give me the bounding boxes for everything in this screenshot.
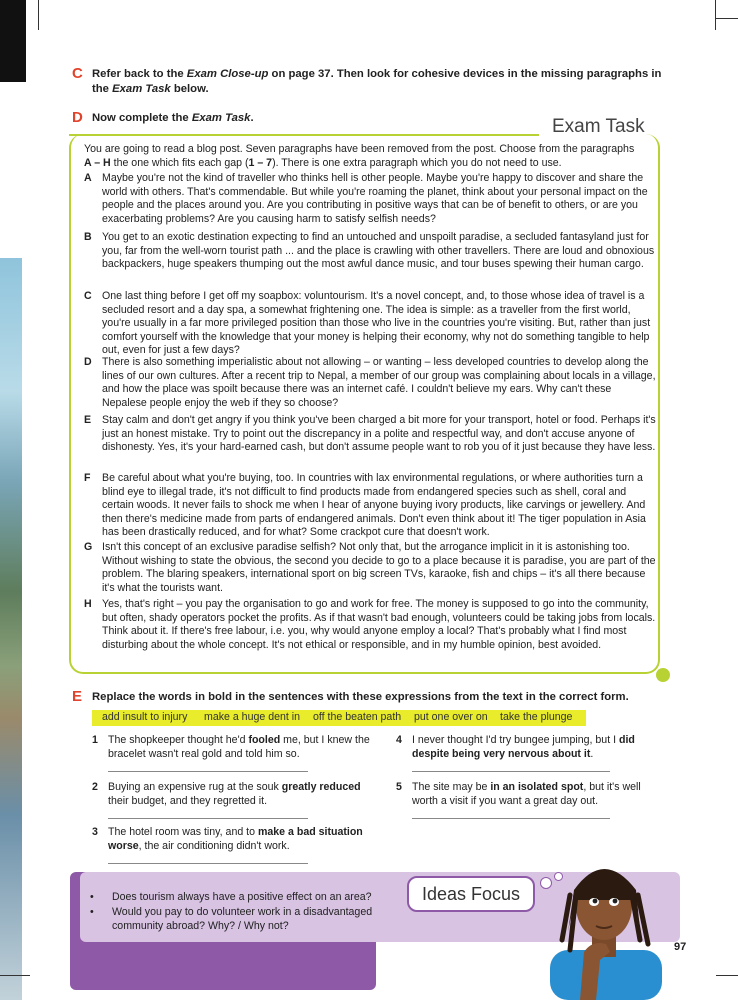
paragraph-b: [84, 231, 658, 272]
bullet-dot: •: [90, 906, 94, 918]
paragraph-letter: F: [84, 472, 91, 484]
bullet-dot: •: [90, 891, 94, 903]
paragraph-a: [84, 172, 658, 226]
crop-mark: [0, 975, 30, 976]
crop-mark: [38, 0, 39, 30]
answer-line-2[interactable]: [108, 818, 308, 819]
paragraph-text: Stay calm and don't get angry if you think you've been charged a bit more for your transport, hotel or food. Perhaps it's just an honest mistake. Try to point out the discrepancy in a polite and respectful way, and don't accuse anyone of dishonesty. Yes, it's your hard-earned cash, but don't assume people want to rob you of it just because they have less.: [102, 414, 656, 453]
ideas-bullet-2: • Would you pay to do volunteer work in a disadvantaged community abroad? Why? / Why not?: [90, 906, 373, 932]
expression-item: put one over on: [414, 711, 488, 723]
answer-line-1[interactable]: [108, 771, 308, 772]
question-4: 4 I never thought I'd try bungee jumping, but I did despite being very nervous about it.: [396, 734, 635, 760]
question-5: 5 The site may be in an isolated spot, but it's well worth a visit if you want a great day out.: [396, 781, 641, 807]
paragraph-h: [84, 598, 658, 652]
paragraph-text: Yes, that's right – you pay the organisation to go and work for free. The money is supposed to go into the community, but often, shady operators pocket the profits. As if that wasn't bad enough, volunteers could be taking jobs from locals. Think about it. If there's free labour, i.e. you, why would anyone employ a local? That's probably what I find most disturbing about the whole concept. It's not ethical or responsible, and in my humble opinion, best avoided.: [102, 598, 656, 651]
crop-mark: [716, 18, 738, 19]
question-number: 2: [92, 781, 98, 793]
question-3: 3 The hotel room was tiny, and to make a bad situation worse, the air conditioning didn't work.: [92, 826, 363, 852]
section-c-instruction: Refer back to the Exam Close-up on page 37. Then look for cohesive devices in the missing paragraphs in the Exam Task below.: [92, 68, 662, 95]
paragraph-g: [84, 541, 658, 595]
exam-task-end-dot: [656, 668, 670, 682]
paragraph-f: [84, 472, 658, 540]
section-e-letter: E: [72, 688, 83, 705]
edge-black-bar: [0, 0, 26, 82]
edge-photo-strip: [0, 258, 22, 1000]
question-number: 4: [396, 734, 402, 746]
paragraph-letter: G: [84, 541, 93, 553]
section-d-instruction: Now complete the Exam Task.: [92, 112, 254, 124]
section-c-letter: C: [72, 65, 83, 82]
expression-item: add insult to injury: [102, 711, 188, 723]
paragraph-letter: E: [84, 414, 92, 426]
section-d-letter: D: [72, 109, 83, 126]
crop-mark: [715, 0, 716, 30]
exam-task-title: Exam Task: [552, 116, 645, 137]
paragraph-text: There is also something imperialistic about not allowing – or wanting – less developed countries to develop along the lines of our own cultures. After a recent trip to Nepal, a member of our group was complaining about locals in a village, and how the place was spoilt because there was an internet café. I couldn't believe my ears. Why can't these Nepalese people enjoy the web if they so choose?: [102, 356, 656, 409]
ideas-bullet-1: • Does tourism always have a positive effect on an area?: [90, 891, 372, 903]
section-e-instruction: Replace the words in bold in the sentences with these expressions from the text in the correct form.: [92, 691, 629, 703]
expression-item: take the plunge: [500, 711, 573, 723]
paragraph-text: Isn't this concept of an exclusive paradise selfish? Not only that, but the arrogance implicit in it is astonishing too. Without wishing to state the obvious, the second you decide to go to a place because it is paradise, you are part of the problem. The blaring speakers, international sport on big screen TVs, karaoke, fish and chips – it's all there because it's what the tourists want.: [102, 541, 656, 594]
exam-task-intro: You are going to read a blog post. Seven paragraphs have been removed from the post. Choose from the paragraphs A – H the one which fits each gap (1 – 7). There is one extra paragraph which you do not need to use.: [84, 143, 635, 169]
answer-line-3[interactable]: [108, 863, 308, 864]
exam-task-top-border: [69, 134, 539, 136]
answer-line-5[interactable]: [412, 818, 610, 819]
paragraph-letter: H: [84, 598, 92, 610]
question-1: 1 The shopkeeper thought he'd fooled me, but I knew the bracelet wasn't real gold and told him so.: [92, 734, 370, 760]
question-number: 3: [92, 826, 98, 838]
question-number: 5: [396, 781, 402, 793]
page-number: 97: [674, 941, 687, 953]
paragraph-letter: D: [84, 356, 92, 368]
thinking-boy-illustration: [540, 840, 670, 1000]
paragraph-text: One last thing before I get off my soapbox: voluntourism. It's a novel concept, and, to those whose idea of travel is a secluded resort and a day spa, a somewhat frightening one. The idea is simple: as a traveller from the first world, you're usually in a far more privileged position than those who live in the countries you're visiting. But, rather than just comfort yourself with the knowledge that your money is helping their economy, why not do something tangible to help out, even for just a few days?: [102, 290, 651, 356]
answer-line-4[interactable]: [412, 771, 610, 772]
paragraph-c: [84, 290, 658, 358]
ideas-focus-title: Ideas Focus: [407, 876, 535, 912]
question-number: 1: [92, 734, 98, 746]
expression-item: make a huge dent in: [204, 711, 301, 723]
paragraph-e: [84, 414, 658, 455]
paragraph-text: Be careful about what you're buying, too. In countries with lax environmental regulations, or where authorities turn a blind eye to illegal trade, it's not difficult to find products made from endangered species such as shell, coral and certain woods. It never fails to shock me when I hear of anyone buying ivory products, like carvings or jewellery. And then there's medicine made from parts of endangered animals. Don't even think about it! The tiger population in Asia has been drastically reduced, and for what? Some crackpot cure that doesn't work.: [102, 472, 646, 538]
paragraph-d: [84, 356, 658, 410]
paragraph-letter: A: [84, 172, 92, 184]
expression-item: off the beaten path: [313, 711, 402, 723]
paragraph-text: Maybe you're not the kind of traveller who thinks hell is other people. Maybe you're happy to discover and share the world with others. That's commendable. But while you're roaming the planet, think about your personal impact on the people and the places around you. Are you contributing in positive ways that can be of benefit to others, or are you exacerbating problems? Are you causing harm to satisfy selfish needs?: [102, 172, 648, 225]
paragraph-text: You get to an exotic destination expecting to find an untouched and unspoilt paradise, a secluded fantasyland just for you, far from the well-worn tourist path ... and the place is crawling with other travellers. There are loud and obnoxious backpackers, huge speakers thumping out the most awful dance music, and tour buses spewing their human cargo.: [102, 231, 655, 270]
paragraph-letter: B: [84, 231, 92, 243]
paragraph-letter: C: [84, 290, 92, 302]
crop-mark: [716, 975, 738, 976]
question-2: 2 Buying an expensive rug at the souk greatly reduced their budget, and they regretted it.: [92, 781, 361, 807]
